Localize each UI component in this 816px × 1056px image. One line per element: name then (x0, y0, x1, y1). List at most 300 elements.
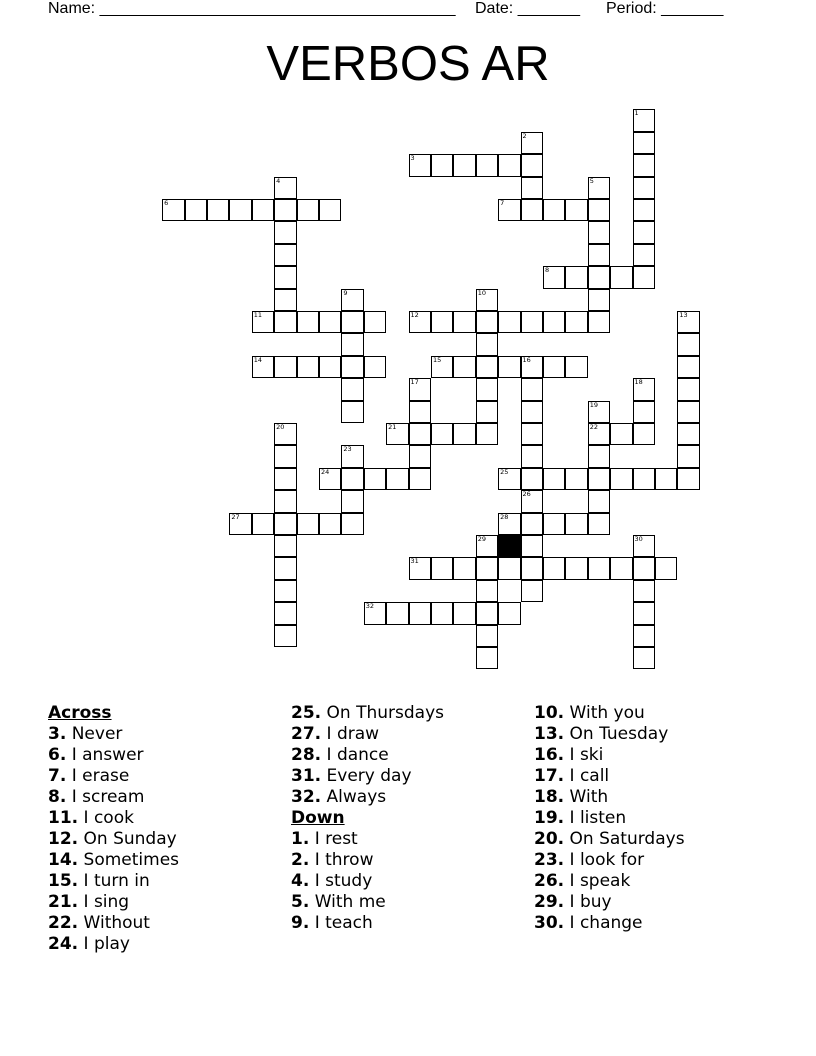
clue-item (534, 766, 774, 787)
clue-number: 14. (48, 850, 79, 870)
grid-cell[interactable] (476, 557, 499, 580)
clue-text: On Saturdays (569, 829, 685, 849)
clue-item (48, 850, 288, 871)
grid-cell[interactable] (565, 356, 588, 379)
grid-cell[interactable] (521, 199, 544, 222)
clue-number: 6 (164, 198, 169, 207)
grid-cell[interactable] (633, 647, 656, 670)
name-field[interactable]: Name: ________________________________________ (48, 0, 456, 17)
clue-number: 32 (365, 602, 375, 611)
clue-number: 29. (534, 892, 565, 912)
grid-cell[interactable] (476, 154, 499, 177)
grid-cell[interactable] (431, 557, 454, 580)
clue-text: I look for (569, 850, 645, 870)
grid-cell[interactable] (274, 199, 297, 222)
clue-section-heading: Down (291, 808, 345, 828)
clue-item (534, 787, 774, 808)
grid-cell[interactable] (677, 423, 700, 446)
clue-text: I scream (71, 787, 145, 807)
clue-text: I dance (326, 745, 389, 765)
grid-cell[interactable] (633, 199, 656, 222)
clue-item (48, 745, 288, 766)
grid-cell[interactable] (565, 468, 588, 491)
grid-cell[interactable] (588, 177, 611, 200)
grid-cell[interactable] (633, 109, 656, 132)
grid-cell[interactable] (633, 378, 656, 401)
clue-number: 15 (432, 355, 442, 364)
grid-cell[interactable] (341, 490, 364, 513)
grid-cell[interactable] (565, 513, 588, 536)
grid-cell[interactable] (252, 199, 275, 222)
clue-text: I buy (569, 892, 612, 912)
clue-number: 12. (48, 829, 79, 849)
clue-item (534, 808, 774, 829)
clue-number: 1 (634, 109, 639, 118)
grid-cell[interactable] (476, 401, 499, 424)
grid-cell[interactable] (521, 580, 544, 603)
clue-number: 6. (48, 745, 67, 765)
grid-cell[interactable] (274, 221, 297, 244)
grid-cell[interactable] (274, 445, 297, 468)
grid-cell[interactable] (364, 468, 387, 491)
grid-cell[interactable] (521, 401, 544, 424)
grid-cell[interactable] (588, 221, 611, 244)
grid-cell[interactable] (274, 423, 297, 446)
clue-number: 28. (291, 745, 322, 765)
grid-cell[interactable] (319, 356, 342, 379)
grid-cell[interactable] (274, 468, 297, 491)
grid-cell[interactable] (364, 311, 387, 334)
clue-text: I play (83, 934, 130, 954)
grid-cell[interactable] (274, 602, 297, 625)
grid-cell[interactable] (297, 356, 320, 379)
grid-cell[interactable] (633, 580, 656, 603)
clue-section-heading: Across (48, 703, 112, 723)
grid-cell[interactable] (655, 557, 678, 580)
clue-number: 27. (291, 724, 322, 744)
grid-cell[interactable] (319, 513, 342, 536)
grid-cell[interactable] (453, 423, 476, 446)
grid-cell[interactable] (476, 647, 499, 670)
clue-text: I draw (326, 724, 380, 744)
clue-number: 31 (410, 557, 419, 566)
grid-cell[interactable] (521, 378, 544, 401)
clue-item (291, 913, 531, 934)
grid-cell[interactable] (610, 557, 633, 580)
grid-cell[interactable] (274, 557, 297, 580)
grid-cell[interactable] (588, 445, 611, 468)
clue-number: 16. (534, 745, 565, 765)
clue-number: 17 (410, 378, 419, 387)
grid-cell[interactable] (453, 311, 476, 334)
clue-number: 24 (320, 467, 330, 476)
grid-cell[interactable] (543, 513, 566, 536)
clue-number: 17. (534, 766, 565, 786)
grid-cell[interactable] (409, 602, 432, 625)
grid-cell[interactable] (610, 266, 633, 289)
clue-number: 26 (522, 490, 531, 499)
clue-number: 13 (679, 310, 688, 319)
grid-cell[interactable] (476, 625, 499, 648)
grid-cell[interactable] (274, 266, 297, 289)
clue-number: 13. (534, 724, 565, 744)
grid-cell[interactable] (252, 513, 275, 536)
clue-item (291, 724, 531, 745)
grid-cell[interactable] (588, 490, 611, 513)
clue-item (48, 892, 288, 913)
grid-cell[interactable] (341, 513, 364, 536)
grid-cell[interactable] (274, 177, 297, 200)
grid-cell[interactable] (386, 423, 409, 446)
clue-text: I throw (314, 850, 374, 870)
clue-text: With (569, 787, 609, 807)
grid-cell[interactable] (588, 199, 611, 222)
clue-text: I erase (71, 766, 130, 786)
clue-number: 22 (589, 422, 599, 431)
grid-cell[interactable] (252, 356, 275, 379)
clue-number: 9. (291, 913, 310, 933)
grid-cell[interactable] (677, 468, 700, 491)
clue-number: 1. (291, 829, 310, 849)
grid-cell[interactable] (476, 580, 499, 603)
grid-cell[interactable] (274, 535, 297, 558)
grid-cell[interactable] (498, 311, 521, 334)
date-field[interactable]: Date: _______ (475, 0, 580, 17)
grid-cell[interactable] (386, 468, 409, 491)
grid-cell[interactable] (409, 445, 432, 468)
grid-cell[interactable] (476, 311, 499, 334)
grid-cell[interactable] (588, 401, 611, 424)
clue-number: 11. (48, 808, 79, 828)
clue-item (534, 724, 774, 745)
grid-cell[interactable] (498, 356, 521, 379)
clue-text: I speak (569, 871, 631, 891)
grid-cell[interactable] (409, 401, 432, 424)
grid-cell[interactable] (633, 177, 656, 200)
clue-number: 22. (48, 913, 79, 933)
grid-cell[interactable] (409, 468, 432, 491)
clue-item (291, 871, 531, 892)
grid-cell[interactable] (341, 289, 364, 312)
clue-text: I cook (83, 808, 134, 828)
clue-item (291, 850, 531, 871)
grid-cell[interactable] (498, 513, 521, 536)
clue-text: I ski (569, 745, 604, 765)
clue-text: I listen (569, 808, 627, 828)
clue-number: 9 (343, 288, 348, 297)
clue-number: 18. (534, 787, 565, 807)
grid-cell[interactable] (319, 199, 342, 222)
clue-item (534, 871, 774, 892)
clue-number: 20 (276, 422, 285, 431)
grid-cell[interactable] (207, 199, 230, 222)
grid-cell[interactable] (364, 356, 387, 379)
grid-cell[interactable] (476, 289, 499, 312)
grid-cell[interactable] (677, 401, 700, 424)
grid-cell[interactable] (633, 557, 656, 580)
grid-cell[interactable] (565, 311, 588, 334)
grid-cell[interactable] (409, 378, 432, 401)
clue-text: Never (71, 724, 123, 744)
grid-cell[interactable] (521, 557, 544, 580)
grid-cell[interactable] (341, 311, 364, 334)
grid-cell[interactable] (521, 490, 544, 513)
grid-cell[interactable] (521, 535, 544, 558)
grid-cell[interactable] (498, 557, 521, 580)
period-field[interactable]: Period: _______ (606, 0, 724, 17)
grid-cell[interactable] (521, 177, 544, 200)
grid-cell[interactable] (677, 445, 700, 468)
grid-cell[interactable] (409, 154, 432, 177)
grid-cell[interactable] (274, 490, 297, 513)
grid-cell[interactable] (341, 378, 364, 401)
clue-number: 7. (48, 766, 67, 786)
grid-cell[interactable] (341, 445, 364, 468)
grid-cell[interactable] (565, 557, 588, 580)
clue-item (534, 829, 774, 850)
clue-item (291, 892, 531, 913)
grid-cell[interactable] (297, 199, 320, 222)
grid-cell[interactable] (297, 513, 320, 536)
grid-cell[interactable] (498, 468, 521, 491)
grid-cell[interactable] (633, 154, 656, 177)
grid-cell[interactable] (252, 311, 275, 334)
grid-cell[interactable] (229, 199, 252, 222)
clue-text: Every day (326, 766, 412, 786)
clue-number: 3 (410, 154, 415, 163)
grid-cell[interactable] (319, 468, 342, 491)
clue-number: 23 (343, 445, 352, 454)
clue-number: 10 (477, 288, 487, 297)
grid-cell[interactable] (274, 289, 297, 312)
clue-number: 15. (48, 871, 79, 891)
grid-cell[interactable] (162, 199, 185, 222)
clue-text: On Thursdays (326, 703, 444, 723)
clue-number: 7 (500, 198, 505, 207)
clue-number: 21. (48, 892, 79, 912)
clue-column-3 (534, 703, 774, 934)
grid-cell[interactable] (431, 356, 454, 379)
clue-text: On Sunday (83, 829, 177, 849)
grid-cell[interactable] (677, 311, 700, 334)
clue-text: Always (326, 787, 387, 807)
grid-cell[interactable] (498, 154, 521, 177)
clue-number: 18 (634, 378, 643, 387)
clue-number: 29 (477, 534, 487, 543)
clue-item (48, 871, 288, 892)
clue-number: 2 (522, 131, 527, 140)
grid-cell[interactable] (633, 244, 656, 267)
grid-cell[interactable] (476, 356, 499, 379)
clue-item (534, 913, 774, 934)
grid-cell[interactable] (453, 356, 476, 379)
clue-number: 12 (410, 310, 419, 319)
grid-cell[interactable] (521, 132, 544, 155)
clue-number: 28 (500, 512, 509, 521)
grid-cell[interactable] (633, 535, 656, 558)
grid-cell[interactable] (633, 221, 656, 244)
grid-cell[interactable] (386, 602, 409, 625)
clue-item (291, 829, 531, 850)
grid-cell[interactable] (274, 311, 297, 334)
clue-text: I teach (314, 913, 373, 933)
grid-cell[interactable] (476, 535, 499, 558)
grid-cell[interactable] (655, 468, 678, 491)
clue-item (534, 745, 774, 766)
grid-cell[interactable] (610, 423, 633, 446)
clue-item (48, 829, 288, 850)
grid-cell[interactable] (588, 244, 611, 267)
grid-cell[interactable] (185, 199, 208, 222)
clue-text: I study (314, 871, 373, 891)
clue-number: 11 (253, 310, 263, 319)
grid-cell[interactable] (588, 311, 611, 334)
grid-cell[interactable] (453, 154, 476, 177)
clue-number: 26. (534, 871, 565, 891)
clue-text: I rest (314, 829, 358, 849)
grid-cell[interactable] (319, 311, 342, 334)
clue-item (291, 787, 531, 808)
clue-number: 32. (291, 787, 322, 807)
grid-cell[interactable] (409, 557, 432, 580)
clue-number: 24. (48, 934, 79, 954)
grid-cell[interactable] (297, 311, 320, 334)
grid-cell[interactable] (274, 356, 297, 379)
grid-cell[interactable] (633, 266, 656, 289)
clue-number: 30. (534, 913, 565, 933)
grid-cell[interactable] (521, 423, 544, 446)
clue-number: 16 (522, 355, 531, 364)
grid-cell[interactable] (543, 468, 566, 491)
grid-cell[interactable] (565, 199, 588, 222)
clue-item (291, 745, 531, 766)
grid-cell[interactable] (521, 513, 544, 536)
clue-number: 10. (534, 703, 565, 723)
clue-text: Without (83, 913, 150, 933)
grid-cell[interactable] (229, 513, 252, 536)
grid-cell[interactable] (633, 602, 656, 625)
grid-cell[interactable] (431, 423, 454, 446)
grid-cell[interactable] (633, 625, 656, 648)
grid-cell[interactable] (498, 199, 521, 222)
grid-cell[interactable] (588, 266, 611, 289)
clue-column-1 (48, 703, 288, 955)
grid-cell[interactable] (409, 423, 432, 446)
grid-cell[interactable] (565, 266, 588, 289)
clue-number: 3. (48, 724, 67, 744)
clue-text: With you (569, 703, 645, 723)
grid-cell[interactable] (498, 602, 521, 625)
grid-cell[interactable] (543, 557, 566, 580)
grid-cell[interactable] (476, 423, 499, 446)
clue-number: 23. (534, 850, 565, 870)
grid-cell[interactable] (453, 602, 476, 625)
grid-cell[interactable] (633, 401, 656, 424)
clue-number: 21 (388, 422, 397, 431)
grid-cell[interactable] (476, 378, 499, 401)
clue-number: 4. (291, 871, 310, 891)
clue-number: 14 (253, 355, 263, 364)
clue-item (48, 913, 288, 934)
grid-cell[interactable] (633, 468, 656, 491)
grid-cell[interactable] (476, 602, 499, 625)
grid-cell[interactable] (521, 311, 544, 334)
clue-number: 25 (500, 467, 509, 476)
clue-item (48, 787, 288, 808)
clue-text: I call (569, 766, 610, 786)
grid-cell[interactable] (274, 580, 297, 603)
clue-item (291, 703, 531, 724)
grid-cell[interactable] (341, 333, 364, 356)
grid-cell[interactable] (543, 356, 566, 379)
grid-cell[interactable] (431, 311, 454, 334)
grid-cell[interactable] (341, 468, 364, 491)
black-square (498, 535, 521, 558)
clue-number: 8. (48, 787, 67, 807)
clue-text: On Tuesday (569, 724, 669, 744)
grid-cell[interactable] (431, 154, 454, 177)
grid-cell[interactable] (521, 445, 544, 468)
grid-cell[interactable] (453, 557, 476, 580)
clue-number: 5 (589, 176, 594, 185)
grid-cell[interactable] (521, 356, 544, 379)
grid-cell[interactable] (543, 199, 566, 222)
clue-number: 5. (291, 892, 310, 912)
clue-text: Sometimes (83, 850, 180, 870)
grid-cell[interactable] (521, 468, 544, 491)
clue-column-2 (291, 703, 531, 934)
grid-cell[interactable] (364, 602, 387, 625)
grid-cell[interactable] (476, 333, 499, 356)
clue-item (48, 934, 288, 955)
grid-cell[interactable] (274, 513, 297, 536)
grid-cell[interactable] (274, 244, 297, 267)
clue-number: 30 (634, 534, 643, 543)
clue-number: 20. (534, 829, 565, 849)
grid-cell[interactable] (341, 401, 364, 424)
clue-item (48, 766, 288, 787)
clue-text: I turn in (83, 871, 150, 891)
grid-cell[interactable] (588, 557, 611, 580)
grid-cell[interactable] (274, 625, 297, 648)
grid-cell[interactable] (677, 378, 700, 401)
clue-number: 2. (291, 850, 310, 870)
clue-item (291, 766, 531, 787)
grid-cell[interactable] (677, 356, 700, 379)
grid-cell[interactable] (588, 513, 611, 536)
grid-cell[interactable] (521, 154, 544, 177)
grid-cell[interactable] (588, 423, 611, 446)
clue-text: I sing (83, 892, 130, 912)
clue-item (534, 892, 774, 913)
grid-cell[interactable] (610, 468, 633, 491)
clue-number: 31. (291, 766, 322, 786)
grid-cell[interactable] (633, 132, 656, 155)
grid-cell[interactable] (588, 468, 611, 491)
page-title: VERBOS AR (266, 37, 550, 91)
grid-cell[interactable] (677, 333, 700, 356)
grid-cell[interactable] (633, 423, 656, 446)
clue-text: I answer (71, 745, 144, 765)
clue-number: 8 (544, 266, 550, 275)
grid-cell[interactable] (431, 602, 454, 625)
grid-cell[interactable] (543, 266, 566, 289)
grid-cell[interactable] (409, 311, 432, 334)
clue-number: 25. (291, 703, 322, 723)
grid-cell[interactable] (341, 356, 364, 379)
grid-cell[interactable] (543, 311, 566, 334)
grid-cell[interactable] (588, 289, 611, 312)
